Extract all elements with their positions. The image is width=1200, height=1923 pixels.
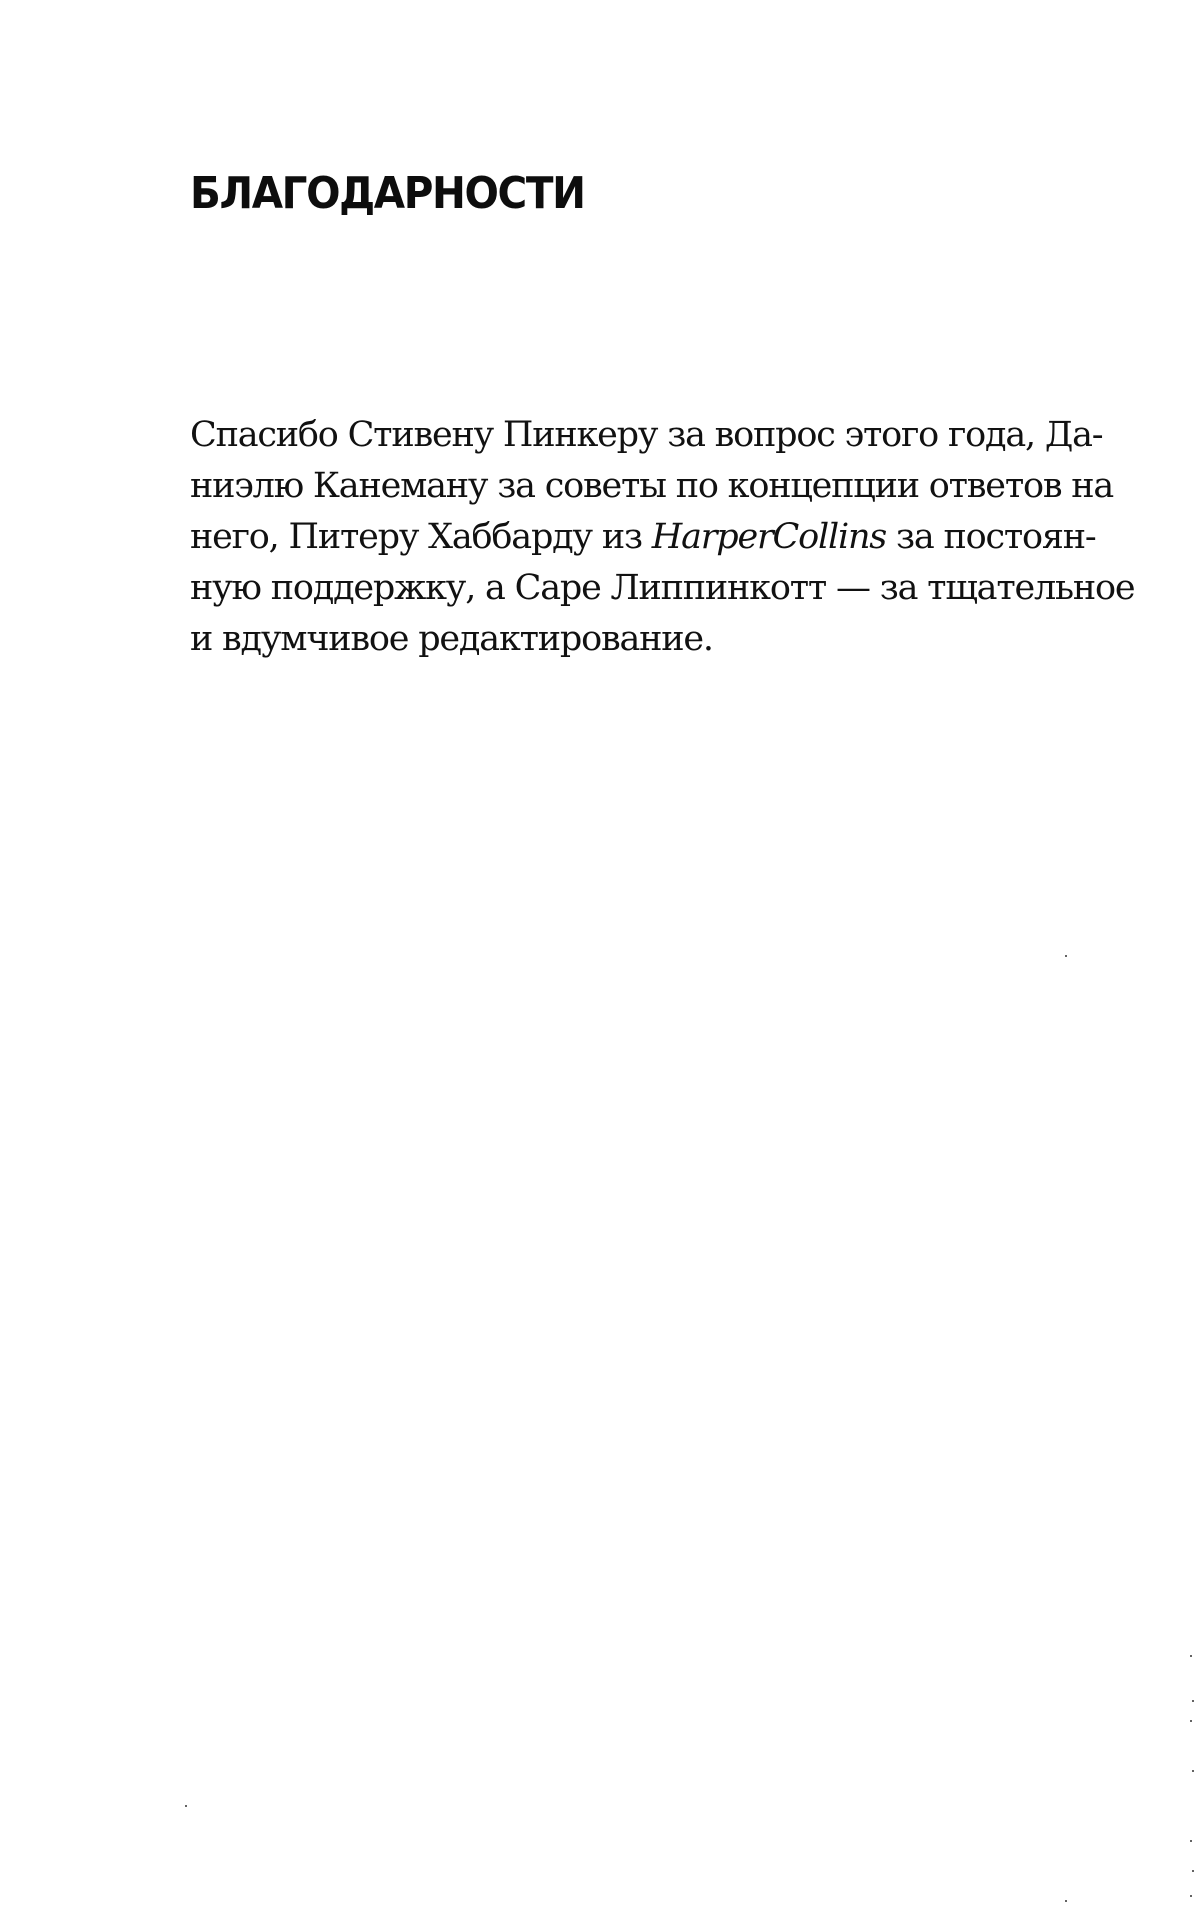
publisher-name: HarperCollins bbox=[651, 517, 887, 557]
scan-speck bbox=[1192, 1870, 1194, 1872]
scan-speck bbox=[1065, 955, 1067, 957]
paragraph-line-2: ниэлю Канеману за советы по концепции ответов на bbox=[190, 466, 1114, 506]
paragraph-line-3-end: за постоян- bbox=[886, 517, 1096, 557]
paragraph-line-3-start: него, Питеру Хаббарду из bbox=[190, 517, 652, 557]
scan-speck bbox=[1192, 1770, 1194, 1772]
paragraph-line-1: Спасибо Стивену Пинкеру за вопрос этого года, Да- bbox=[190, 415, 1103, 455]
page-title: БЛАГОДАРНОСТИ bbox=[190, 168, 585, 219]
scan-speck bbox=[1190, 1655, 1192, 1657]
scan-speck bbox=[1192, 1700, 1194, 1702]
scan-speck bbox=[1065, 1900, 1067, 1902]
paragraph-line-5: и вдумчивое редактирование. bbox=[190, 619, 713, 659]
paragraph-line-3 bbox=[190, 512, 1096, 563]
acknowledgements-paragraph bbox=[190, 410, 1135, 665]
scan-speck bbox=[1190, 1895, 1192, 1897]
paragraph-line-4: ную поддержку, а Саре Липпинкотт — за тщательное bbox=[190, 568, 1135, 608]
scan-speck bbox=[1190, 1840, 1192, 1842]
scan-speck bbox=[1190, 1720, 1192, 1722]
scan-speck bbox=[185, 1805, 187, 1807]
